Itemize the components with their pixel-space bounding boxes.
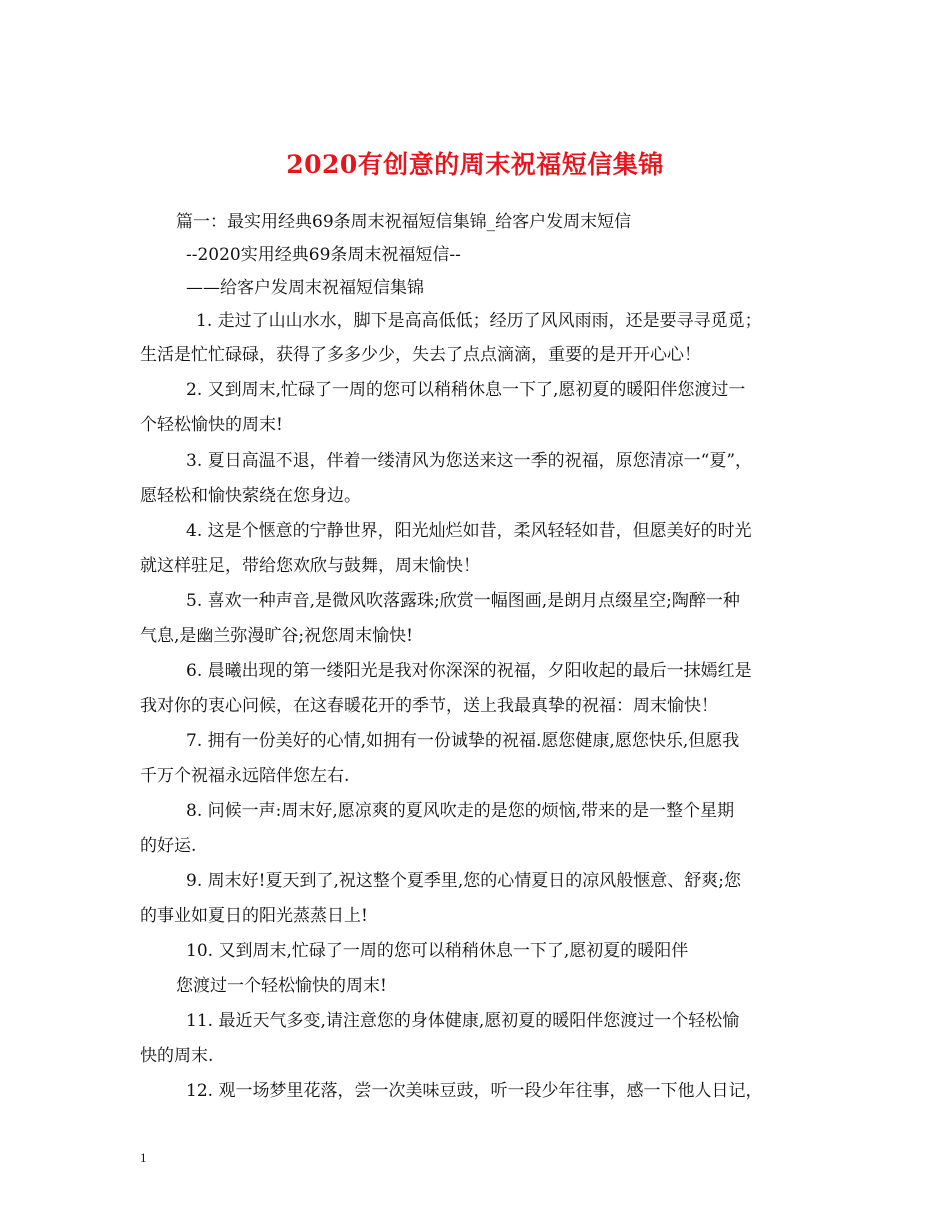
intro-line: --2020实用经典69条周末祝福短信-- <box>186 245 461 265</box>
list-item-line: 愿轻松和愉快萦绕在您身边。 <box>140 486 361 506</box>
intro-line: 篇一：最实用经典69条周末祝福短信集锦_给客户发周末短信 <box>176 212 632 232</box>
document-title: 2020有创意的周末祝福短信集锦 <box>286 149 664 179</box>
list-item-line: 我对你的衷心问候，在这春暖花开的季节，送上我最真挚的祝福：周末愉快！ <box>140 696 718 716</box>
list-item-line: 8. 问候一声:周末好,愿凉爽的夏风吹走的是您的烦恼,带来的是一整个星期 <box>186 801 735 821</box>
list-item-line: 4. 这是个惬意的宁静世界，阳光灿烂如昔，柔风轻轻如昔，但愿美好的时光 <box>186 521 752 541</box>
page-number: 1 <box>140 1150 147 1165</box>
list-item-line: 千万个祝福永远陪伴您左右. <box>140 766 350 786</box>
list-item-line: 7. 拥有一份美好的心情,如拥有一份诚挚的祝福.愿您健康,愿您快乐,但愿我 <box>186 731 740 751</box>
intro-line: ——给客户发周末祝福短信集锦 <box>186 278 424 298</box>
list-item-line: 12. 观一场梦里花落，尝一次美味豆豉，听一段少年往事，感一下他人日记， <box>186 1081 763 1101</box>
list-item-line: 6. 晨曦出现的第一缕阳光是我对你深深的祝福，夕阳收起的最后一抹嫣红是 <box>186 661 752 681</box>
list-item-line: 5. 喜欢一种声音,是微风吹落露珠;欣赏一幅图画,是朗月点缀星空;陶醉一种 <box>186 591 740 611</box>
list-item-line: 生活是忙忙碌碌，获得了多多少少，失去了点点滴滴，重要的是开开心心！ <box>140 345 701 365</box>
list-item-line: 您渡过一个轻松愉快的周末! <box>176 976 387 996</box>
list-item-line: 就这样驻足，带给您欢欣与鼓舞，周末愉快！ <box>140 556 480 576</box>
list-item-line: 2. 又到周末,忙碌了一周的您可以稍稍休息一下了,愿初夏的暖阳伴您渡过一 <box>186 380 746 400</box>
list-item-line: 快的周末. <box>140 1046 214 1066</box>
list-item-line: 3. 夏日高温不退，伴着一缕清风为您送来这一季的祝福，原您清凉一“夏”， <box>186 451 753 471</box>
list-item-line: 的事业如夏日的阳光蒸蒸日上! <box>140 906 368 926</box>
list-item-line: 9. 周末好!夏天到了,祝这整个夏季里,您的心情夏日的凉风般惬意、舒爽;您 <box>186 871 741 891</box>
list-item-line: 个轻松愉快的周末! <box>140 415 283 435</box>
list-item-line: 气息,是幽兰弥漫旷谷;祝您周末愉快! <box>140 626 413 646</box>
list-item-line: 11. 最近天气多变,请注意您的身体健康,愿初夏的暖阳伴您渡过一个轻松愉 <box>186 1011 740 1031</box>
list-item-line: 1. 走过了山山水水，脚下是高高低低；经历了风风雨雨，还是要寻寻觅觅； <box>196 311 762 331</box>
list-item-line: 10. 又到周末,忙碌了一周的您可以稍稍休息一下了,愿初夏的暖阳伴 <box>186 941 689 961</box>
list-item-line: 的好运. <box>140 836 197 856</box>
